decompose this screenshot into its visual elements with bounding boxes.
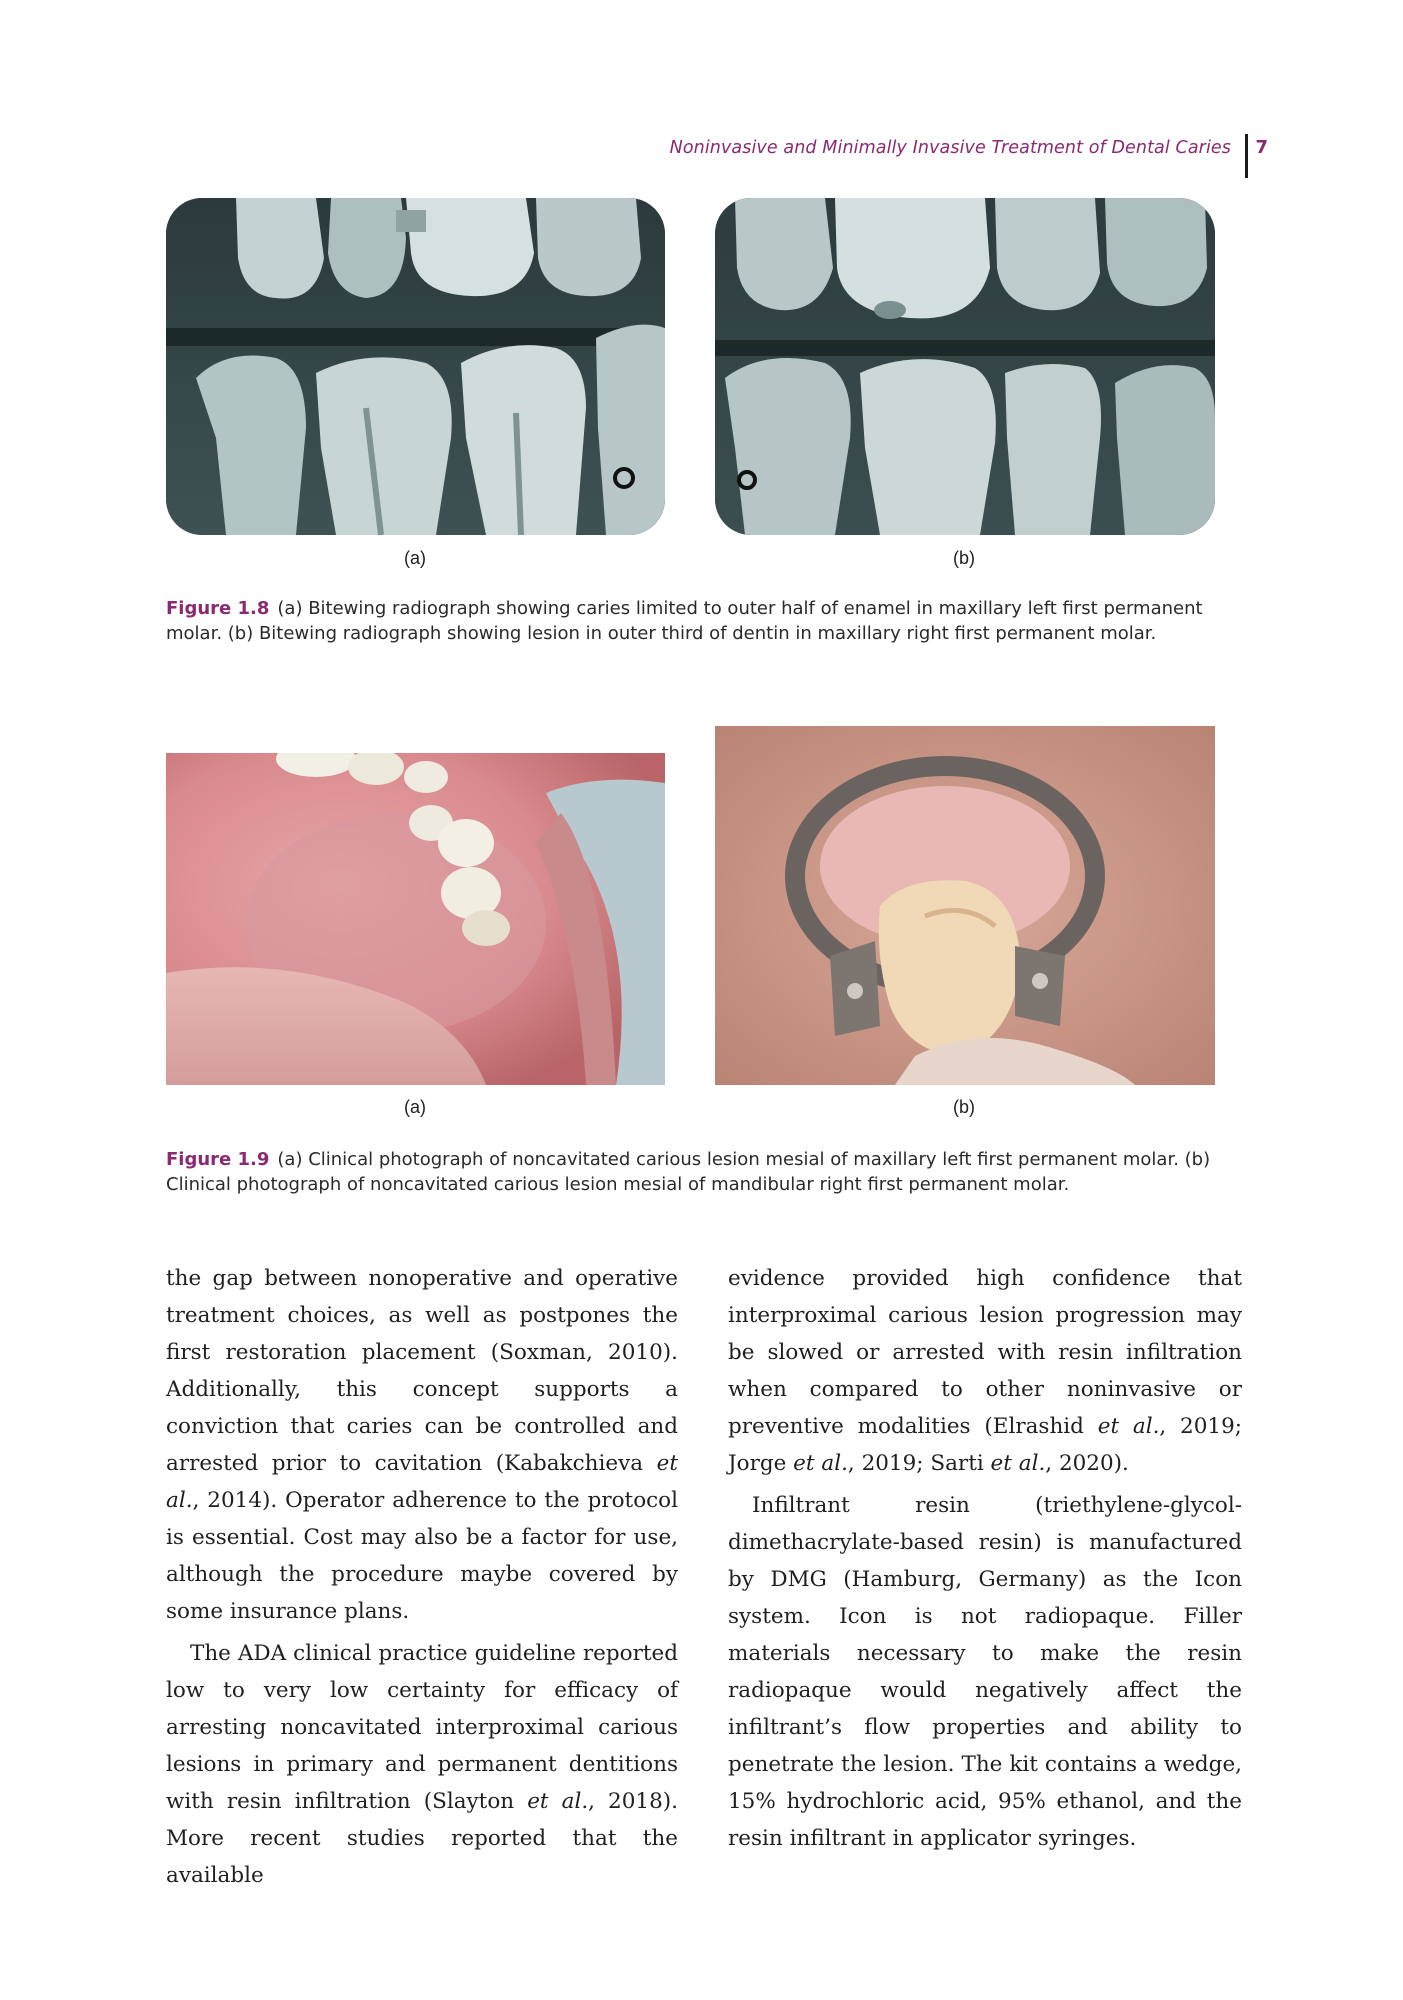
citation-et-al: et al.	[990, 1451, 1046, 1476]
paragraph-text: the gap between nonoperative and operative treatment choices, as well as postpones the first restoration placement (Soxman, 2010). Additionally, this concept supports a conviction that caries can be controlled and arrested prior to cavitation (Kabakchieva	[166, 1266, 678, 1476]
figure-1-8a-radiograph	[166, 198, 665, 535]
header-divider	[1245, 134, 1248, 178]
running-head	[669, 134, 1268, 178]
figure-1-8b-label: (b)	[953, 548, 975, 568]
citation-et-al: et al.	[1097, 1414, 1160, 1439]
running-title: Noninvasive and Minimally Invasive Treatment of Dental Caries	[669, 138, 1231, 158]
figure-1-8a-label: (a)	[404, 548, 426, 568]
paragraph-text: Infiltrant resin (triethylene-glycol-dimethacrylate-based resin) is manufactured by DMG (Hamburg, Germany) as the Icon system. Icon is not radiopaque. Filler materials necessary to make the resin radiopaque would negatively affect the infiltrant’s flow properties and ability to penetrate the lesion. The kit contains a wedge, 15% hydrochloric acid, 95% ethanol, and the resin infiltrant in applicator syringes.	[728, 1493, 1242, 1851]
body-column-left	[166, 1260, 678, 1894]
figure-1-9-caption-text: (a) Clinical photograph of noncavitated carious lesion mesial of maxillary left first permanent molar. (b) Clinical photograph of noncavitated carious lesion mesial of mandibular right first permanent molar.	[166, 1149, 1211, 1195]
paragraph-text: , 2019; Sarti	[847, 1451, 991, 1476]
body-paragraph	[166, 1260, 678, 1630]
paragraph-text: evidence provided high confidence that interproximal carious lesion progression may be slowed or arrested with resin infiltration when compared to other noninvasive or preventive modalities (Elrashid	[728, 1266, 1242, 1439]
paragraph-text: , 2014). Operator adherence to the protocol is essential. Cost may also be a factor for use, although the procedure maybe covered by some insurance plans.	[166, 1488, 678, 1624]
figure-1-9-caption-label: Figure 1.9	[166, 1149, 270, 1170]
figure-1-8-caption-text: (a) Bitewing radiograph showing caries limited to outer half of enamel in maxillary left first permanent molar. (b) Bitewing radiograph showing lesion in outer third of dentin in maxillary right first permanent molar.	[166, 598, 1203, 644]
page-number: 7	[1255, 137, 1268, 158]
paragraph-text: , 2019; Jorge	[728, 1414, 1242, 1476]
figure-1-8-caption-label: Figure 1.8	[166, 598, 270, 619]
citation-et-al: et al.	[166, 1451, 678, 1513]
figure-1-9b-photograph	[715, 726, 1215, 1085]
body-paragraph	[728, 1487, 1242, 1857]
paragraph-text: The ADA clinical practice guideline reported low to very low certainty for efficacy of arresting noncavitated interproximal carious lesions in primary and permanent dentitions with resin infiltration (Slayton	[166, 1641, 678, 1814]
body-paragraph	[728, 1260, 1242, 1482]
paragraph-text: , 2018). More recent studies reported that the available	[166, 1789, 678, 1888]
figure-1-8-caption	[166, 596, 1246, 646]
citation-et-al: et al.	[793, 1451, 848, 1476]
paragraph-text: , 2020).	[1045, 1451, 1129, 1476]
figure-1-9a-photograph	[166, 753, 665, 1085]
figure-1-9a-label: (a)	[404, 1097, 426, 1117]
figure-1-9-caption	[166, 1147, 1246, 1197]
figure-1-8b-radiograph	[715, 198, 1215, 535]
figure-1-9b-label: (b)	[953, 1097, 975, 1117]
body-column-right	[728, 1260, 1242, 1857]
body-paragraph	[166, 1635, 678, 1894]
citation-et-al: et al.	[527, 1789, 589, 1814]
